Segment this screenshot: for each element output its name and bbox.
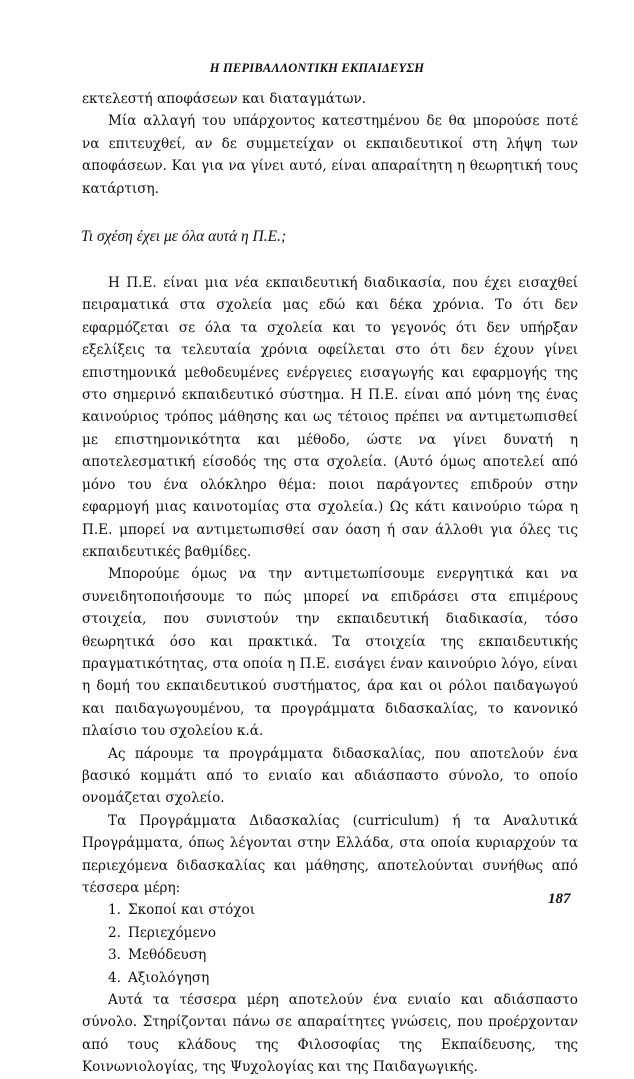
list-item (82, 944, 578, 966)
list-item-text: Μεθόδευση (128, 947, 207, 964)
list-item-text: Περιεχόμενο (128, 924, 217, 941)
numbered-list (82, 899, 578, 989)
list-item-number: 4. (108, 969, 121, 986)
list-item-text: Σκοποί και στόχοι (128, 902, 256, 919)
paragraph: Ας πάρουμε τα προγράμματα διδασκαλίας, που αποτελούν ένα βασικό κομμάτι από το ενιαίο και αδιάσπαστο σύνολο, το οποίο ονομάζεται σχολείο. (82, 745, 578, 807)
paragraph: Μία αλλαγή του υπάρχοντος κατεστημένου δε θα μπορούσε ποτέ να επιτευχθεί, αν δε συμμετείχαν οι εκπαιδευτικοί στη λήψη των αποφάσεων. Και για να γίνει αυτό, είναι απαραίτητη η θεωρητική τους κατάρτιση. (82, 113, 578, 197)
list-item-number: 3. (108, 947, 121, 964)
paragraph: Η Π.Ε. είναι μια νέα εκπαιδευτική διαδικασία, που έχει εισαχθεί πειραματικά στα σχολεία μας εδώ και δέκα χρόνια. Το ότι δεν εφαρμόζεται σε όλα τα σχολεία και το γεγονός ότι δεν υπήρξαν εξελίξεις τα τελευταία χρόνια οφείλεται στο ότι δεν έχουν γίνει επιστημονικά μεθοδευμένες ενέργειες εισαγωγής και εφαρμογής της στο σημερινό εκπαιδευτικό σύστημα. Η Π.Ε. είναι από μόνη της ένας καινούριος τρόπος μάθησης και ως τέτοιος πρέπει να αντιμετωπισθεί με επιστημονικότητα και μέθοδο, ώστε να γίνει δυνατή η αποτελεσματική είσοδός της στα σχολεία. (Αυτό όμως αποτελεί από μόνο του ένα ολόκληρο θέμα: ποιοι παράγοντες επιδρούν στην εφαρμογή μιας καινοτομίας στα σχολεία.) Ως κάτι καινούριο τώρα η Π.Ε. μπορεί να αντιμετωπισθεί σαν όαση ή σαν άλλοθι για όλες τις εκπαιδευτικές βαθμίδες. (82, 275, 578, 560)
running-head: Η ΠΕΡΙΒΑΛΛΟΝΤΙΚΗ ΕΚΠΑΙΔΕΥΣΗ (209, 61, 425, 75)
section-heading: Τι σχέση έχει με όλα αυτά η Π.Ε.; (81, 228, 287, 246)
list-item (82, 899, 578, 921)
list-item-number: 1. (108, 902, 121, 919)
list-item-number: 2. (108, 924, 121, 941)
body-text (82, 88, 578, 1079)
paragraph-continuation: εκτελεστή αποφάσεων και διαταγμάτων. (82, 91, 367, 107)
paragraph: Αυτά τα τέσσερα μέρη αποτελούν ένα ενιαίο και αδιάσπαστο σύνολο. Στηρίζονται πάνω σε απαραίτητες γνώσεις, που προέρχονταν από τους κλάδους της Φιλοσοφίας της Εκπαίδευσης, της Κοινωνιολογίας, της Ψυχολογίας και της Παιδαγωγικής. (82, 992, 578, 1076)
list-item (82, 922, 578, 944)
paragraph: Μπορούμε όμως να την αντιμετωπίσουμε ενεργητικά και να συνειδητοποιήσουμε το πώς μπορεί να επιδράσει στα επιμέρους στοιχεία, που συνιστούν την εκπαιδευτική διαδικασία, τόσο θεωρητικά όσο και πρακτικά. Τα στοιχεία της εκπαιδευτικής πραγματικότητας, στα οποία η Π.Ε. εισάγει έναν καινούριο λόγο, είναι η δομή του εκπαιδευτικού συστήματος, άρα και οι ρόλοι παιδαγωγού και παιδαγωγουμένου, τα προγράμματα διδασκαλίας, το κανονικό πλαίσιο του σχολείου κ.ά. (82, 566, 578, 740)
list-item (82, 967, 578, 989)
paragraph: Τα Προγράμματα Διδασκαλίας (curriculum) ή τα Αναλυτικά Προγράμματα, όπως λέγονται στην Ελλάδα, στα οποία κυριαρχούν τα περιεχόμενα διδασκαλίας και μάθησης, αποτελούνται συνήθως από τέσσερα μέρη: (82, 812, 578, 896)
page-number: 187 (548, 891, 571, 907)
list-item-text: Αξιολόγηση (128, 969, 210, 986)
